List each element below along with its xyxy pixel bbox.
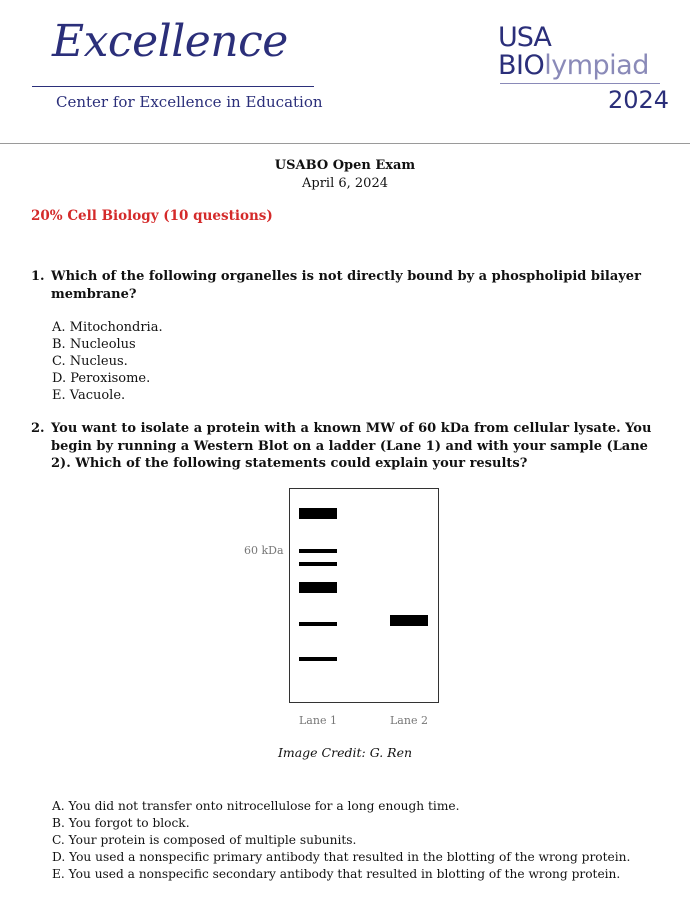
excellence-logo-subtitle: Center for Excellence in Education [56, 93, 323, 111]
logo-lympiad: lympiad [544, 50, 649, 81]
exam-title: USABO Open Exam [274, 158, 416, 173]
question-2-option-e: E. You used a nonspecific secondary antibody that resulted in blotting of the wrong protein. [52, 867, 621, 881]
ladder-band [299, 508, 337, 519]
question-number: 1. [31, 269, 45, 284]
section-heading: 20% Cell Biology (10 questions) [31, 208, 273, 224]
ladder-band [299, 657, 337, 661]
ladder-band [299, 549, 337, 553]
question-2-option-c: C. Your protein is composed of multiple subunits. [52, 833, 357, 847]
question-1-option-d: D. Peroxisome. [52, 371, 151, 386]
logo-divider [32, 86, 314, 87]
question-1-option-a: A. Mitochondria. [52, 320, 163, 335]
sample-band [390, 615, 428, 626]
image-credit: Image Credit: G. Ren [277, 745, 413, 760]
question-1-option-c: C. Nucleus. [52, 354, 128, 369]
lane-1-label: Lane 1 [299, 714, 337, 727]
logo-bio: BIO [498, 50, 545, 81]
excellence-logo-script: Excellence [52, 16, 288, 67]
question-2-option-a: A. You did not transfer onto nitrocellulose for a long enough time. [52, 799, 460, 813]
header-divider [0, 143, 690, 144]
question-text: Which of the following organelles is not directly bound by a phospholipid bilayer membrane? [51, 269, 641, 302]
ladder-band [299, 582, 337, 593]
question-text: You want to isolate a protein with a known MW of 60 kDa from cellular lysate. You begin by running a Western Blot on a ladder (Lane 1) and with your sample (Lane 2). Which of the following statements could explain your results? [51, 421, 652, 471]
western-blot-figure [289, 488, 439, 703]
logo-year: 2024 [608, 86, 670, 114]
logo-year-divider [500, 83, 660, 84]
question-number: 2. [31, 421, 45, 436]
question-2-option-b: B. You forgot to block. [52, 816, 190, 830]
exam-date: April 6, 2024 [302, 176, 388, 191]
ladder-band [299, 562, 337, 566]
question-1-option-e: E. Vacuole. [52, 388, 126, 403]
ladder-band [299, 622, 337, 626]
question-2-option-d: D. You used a nonspecific primary antibody that resulted in the blotting of the wrong protein. [52, 850, 631, 864]
blot-marker-label: 60 kDa [244, 544, 284, 557]
usa-biolympiad-logo-usa: USA [498, 22, 551, 53]
question-1-option-b: B. Nucleolus [52, 337, 136, 352]
lane-2-label: Lane 2 [390, 714, 428, 727]
usa-biolympiad-logo-wordmark [498, 50, 649, 81]
